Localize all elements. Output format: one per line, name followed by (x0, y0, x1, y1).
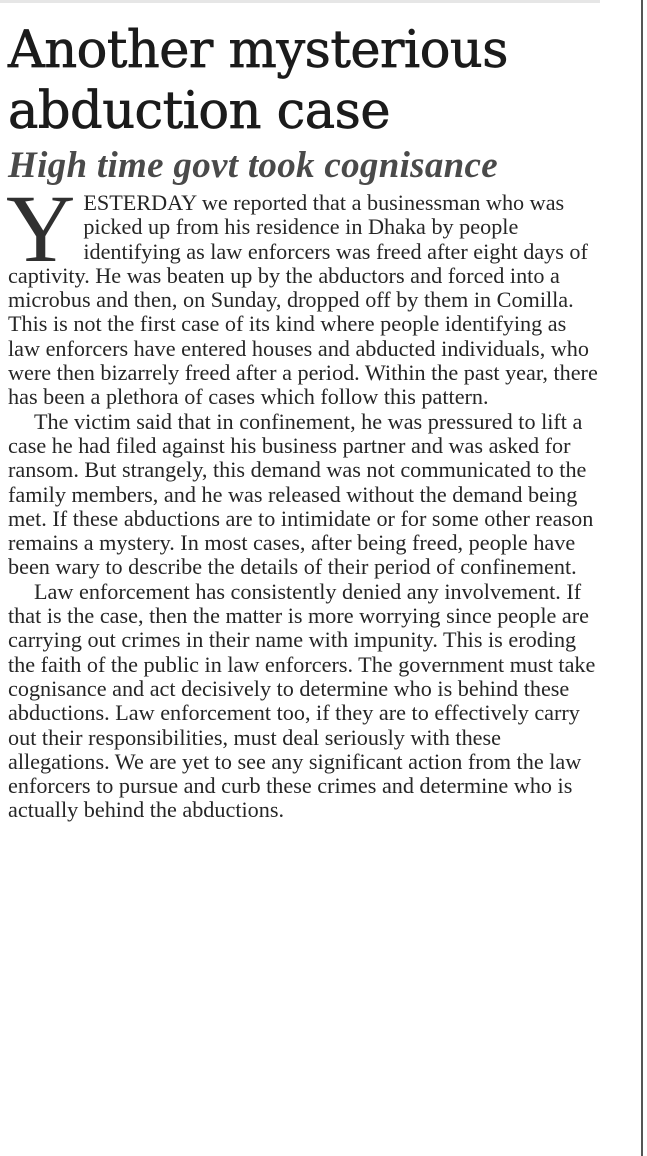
drop-cap: Y (6, 175, 76, 282)
paragraph-3: Law enforcement has consistently denied any involvement. If that is the case, then the matter is more worrying since people are carrying out crimes in their name with impunity. This is eroding the faith of the public in law enforcers. The government must take cognisance and act decisively to determine who is behind these abductions. Law enforcement too, if they are to effectively carry out their responsibilities, must deal seriously with these allegations. We are yet to see any significant action from the law enforcers to pursue and curb these crimes and determine who is actually behind the abductions. (8, 578, 596, 823)
paragraph-1 (6, 175, 600, 410)
editorial-article (8, 20, 600, 823)
paragraph-1-text: we reported that a businessman who was picked up from his residence in Dhaka by people identifying as law enforcers was freed after eight days of captivity. He was beaten up by the abductors and forced into a microbus and then, on Sunday, dropped off by them in Comilla. This is not the first case of its kind where people identifying as law enforcers have entered houses and abducted individuals, who were then bizarrely freed after a period. Within the past year, there has been a plethora of cases which follow this pattern. (8, 190, 598, 410)
subheadline: High time govt took cognisance (8, 145, 498, 186)
lead-word: ESTERDAY (83, 190, 197, 215)
column-divider (641, 0, 643, 1156)
top-divider (0, 0, 600, 3)
paragraph-2: The victim said that in confinement, he was pressured to lift a case he had filed against his business partner and was asked for ransom. But strangely, this demand was not communicated to the family members, and he was released without the demand being met. If these abductions are to intimidate or for some other reason remains a mystery. In most cases, after being freed, people have been wary to describe the details of their period of confinement. (8, 408, 594, 580)
article-body (6, 175, 600, 823)
headline: Another mysterious abduction case (8, 21, 508, 141)
